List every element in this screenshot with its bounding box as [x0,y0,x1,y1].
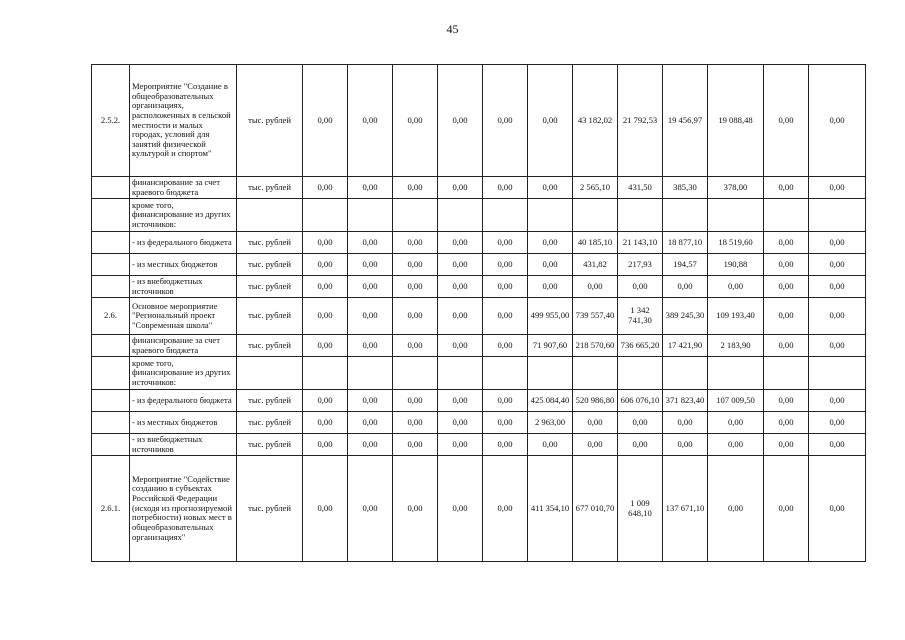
value-cell: 0,00 [618,412,663,434]
row-number: 2.6.1. [92,456,130,562]
value-cell [438,357,483,390]
value-cell: 0,00 [483,434,528,456]
value-cell: 0,00 [393,412,438,434]
value-cell: 0,00 [393,232,438,254]
row-unit: тыс. рублей [237,232,303,254]
row-name: - из федерального бюджета [130,232,237,254]
row-number [92,232,130,254]
row-unit: тыс. рублей [237,412,303,434]
row-number [92,177,130,199]
row-unit [237,199,303,232]
value-cell: 21 792,53 [618,65,663,177]
value-cell: 0,00 [483,298,528,335]
value-cell: 0,00 [764,232,809,254]
row-name: - из местных бюджетов [130,412,237,434]
value-cell: 0,00 [618,276,663,298]
table-row [92,276,866,298]
row-unit: тыс. рублей [237,298,303,335]
value-cell: 18 877,10 [663,232,708,254]
value-cell: 2 963,00 [528,412,573,434]
value-cell: 0,00 [438,335,483,357]
value-cell: 71 907,60 [528,335,573,357]
value-cell: 425 084,40 [528,390,573,412]
table-row [92,434,866,456]
value-cell [573,357,618,390]
value-cell: 2 183,90 [708,335,764,357]
value-cell [618,199,663,232]
row-number [92,390,130,412]
value-cell: 1 342 741,30 [618,298,663,335]
value-cell: 0,00 [348,412,393,434]
value-cell [764,199,809,232]
value-cell: 0,00 [663,276,708,298]
value-cell: 0,00 [764,434,809,456]
value-cell: 385,30 [663,177,708,199]
value-cell [393,357,438,390]
value-cell [809,357,866,390]
value-cell [528,357,573,390]
value-cell: 0,00 [393,298,438,335]
row-name: - из местных бюджетов [130,254,237,276]
value-cell: 21 143,10 [618,232,663,254]
value-cell: 0,00 [303,276,348,298]
value-cell: 43 182,02 [573,65,618,177]
value-cell: 0,00 [528,177,573,199]
value-cell [708,199,764,232]
value-cell: 0,00 [809,276,866,298]
row-number [92,357,130,390]
table-row [92,232,866,254]
value-cell: 0,00 [483,232,528,254]
row-name: кроме того, финансирование из других источников: [130,199,237,232]
budget-table [91,64,866,562]
value-cell: 0,00 [483,254,528,276]
value-cell: 0,00 [303,232,348,254]
value-cell: 19 088,48 [708,65,764,177]
value-cell: 0,00 [809,412,866,434]
value-cell: 137 671,10 [663,456,708,562]
value-cell: 0,00 [303,390,348,412]
value-cell: 378,00 [708,177,764,199]
table-row [92,65,866,177]
value-cell: 0,00 [764,276,809,298]
value-cell: 0,00 [809,390,866,412]
table-row [92,412,866,434]
value-cell: 0,00 [438,254,483,276]
value-cell: 0,00 [528,254,573,276]
value-cell: 17 421,90 [663,335,708,357]
value-cell: 431,50 [618,177,663,199]
value-cell: 0,00 [573,276,618,298]
value-cell: 109 193,40 [708,298,764,335]
value-cell: 2 565,10 [573,177,618,199]
value-cell [618,357,663,390]
value-cell: 0,00 [348,298,393,335]
value-cell: 0,00 [764,177,809,199]
value-cell: 0,00 [438,65,483,177]
value-cell: 0,00 [528,276,573,298]
value-cell: 0,00 [303,456,348,562]
row-name: кроме того, финансирование из других источников: [130,357,237,390]
value-cell: 389 245,30 [663,298,708,335]
value-cell: 0,00 [483,276,528,298]
row-number [92,412,130,434]
value-cell: 0,00 [393,434,438,456]
value-cell: 0,00 [809,434,866,456]
value-cell: 0,00 [438,412,483,434]
value-cell: 0,00 [438,456,483,562]
value-cell: 520 986,80 [573,390,618,412]
value-cell: 0,00 [809,298,866,335]
value-cell: 0,00 [348,65,393,177]
value-cell [663,357,708,390]
value-cell: 0,00 [663,434,708,456]
value-cell: 0,00 [483,390,528,412]
value-cell: 0,00 [483,412,528,434]
value-cell [483,357,528,390]
value-cell: 190,88 [708,254,764,276]
value-cell: 0,00 [303,298,348,335]
value-cell: 0,00 [809,335,866,357]
row-name: финансирование за счет краевого бюджета [130,177,237,199]
value-cell: 0,00 [528,232,573,254]
row-unit: тыс. рублей [237,456,303,562]
value-cell: 0,00 [393,177,438,199]
row-unit: тыс. рублей [237,276,303,298]
value-cell: 0,00 [438,177,483,199]
value-cell: 0,00 [438,434,483,456]
value-cell: 0,00 [348,177,393,199]
row-name: - из внебюджетных источников [130,434,237,456]
table-row [92,335,866,357]
value-cell: 0,00 [348,434,393,456]
value-cell: 0,00 [809,456,866,562]
row-name: - из федерального бюджета [130,390,237,412]
value-cell: 0,00 [438,390,483,412]
row-unit: тыс. рублей [237,335,303,357]
value-cell [348,199,393,232]
value-cell: 0,00 [528,434,573,456]
value-cell: 0,00 [438,276,483,298]
value-cell: 0,00 [393,276,438,298]
value-cell: 0,00 [663,412,708,434]
value-cell: 371 823,40 [663,390,708,412]
value-cell: 0,00 [393,390,438,412]
value-cell: 0,00 [438,232,483,254]
value-cell: 431,82 [573,254,618,276]
table-row [92,177,866,199]
table-row [92,254,866,276]
row-number [92,199,130,232]
value-cell [809,199,866,232]
value-cell [764,357,809,390]
value-cell: 0,00 [348,456,393,562]
row-unit: тыс. рублей [237,177,303,199]
table-row [92,199,866,232]
value-cell: 0,00 [708,456,764,562]
value-cell: 411 354,10 [528,456,573,562]
table-row [92,298,866,335]
value-cell: 0,00 [393,456,438,562]
value-cell: 0,00 [348,254,393,276]
value-cell: 0,00 [573,434,618,456]
value-cell: 0,00 [618,434,663,456]
row-number [92,276,130,298]
value-cell: 18 519,60 [708,232,764,254]
value-cell: 0,00 [764,390,809,412]
value-cell: 0,00 [764,254,809,276]
value-cell: 107 009,50 [708,390,764,412]
row-name: Мероприятие "Создание в общеобразовательных организациях, расположенных в сельской местности и малых городах, условий для занятий физической культурой и спортом" [130,65,237,177]
value-cell: 0,00 [303,65,348,177]
value-cell: 0,00 [764,298,809,335]
row-number [92,335,130,357]
value-cell [528,199,573,232]
value-cell [708,357,764,390]
value-cell: 0,00 [393,254,438,276]
value-cell: 0,00 [708,276,764,298]
value-cell: 736 665,20 [618,335,663,357]
value-cell: 0,00 [348,232,393,254]
value-cell: 19 456,97 [663,65,708,177]
value-cell: 40 185,10 [573,232,618,254]
value-cell: 0,00 [483,177,528,199]
table-row [92,390,866,412]
value-cell: 0,00 [708,434,764,456]
value-cell: 0,00 [573,412,618,434]
value-cell: 677 010,70 [573,456,618,562]
value-cell: 739 557,40 [573,298,618,335]
value-cell: 0,00 [303,177,348,199]
value-cell: 0,00 [483,335,528,357]
value-cell [393,199,438,232]
value-cell [483,199,528,232]
value-cell: 0,00 [303,412,348,434]
value-cell: 0,00 [764,456,809,562]
value-cell: 0,00 [303,254,348,276]
value-cell: 218 570,60 [573,335,618,357]
value-cell: 0,00 [483,65,528,177]
row-number: 2.5.2. [92,65,130,177]
value-cell: 499 955,00 [528,298,573,335]
row-name: Основное мероприятие "Региональный проект "Современная школа" [130,298,237,335]
row-number [92,434,130,456]
row-number [92,254,130,276]
row-unit: тыс. рублей [237,65,303,177]
value-cell: 0,00 [348,335,393,357]
value-cell: 0,00 [809,177,866,199]
table-row [92,456,866,562]
value-cell [663,199,708,232]
page-number: 45 [446,22,459,36]
value-cell: 0,00 [348,276,393,298]
value-cell: 1 009 648,10 [618,456,663,562]
value-cell: 0,00 [809,232,866,254]
value-cell: 0,00 [393,335,438,357]
value-cell [303,357,348,390]
value-cell: 194,57 [663,254,708,276]
value-cell: 0,00 [809,65,866,177]
row-name: - из внебюджетных источников [130,276,237,298]
value-cell: 0,00 [483,456,528,562]
value-cell: 0,00 [528,65,573,177]
value-cell: 606 076,10 [618,390,663,412]
value-cell: 0,00 [764,335,809,357]
value-cell [573,199,618,232]
value-cell: 0,00 [303,335,348,357]
table-row [92,357,866,390]
value-cell: 0,00 [764,412,809,434]
value-cell: 0,00 [393,65,438,177]
row-name: финансирование за счет краевого бюджета [130,335,237,357]
value-cell: 0,00 [764,65,809,177]
row-name: Мероприятие "Содействие созданию в субъектах Российской Федерации (исходя из прогнозируемой потребности) новых мест в общеобразовательных организациях" [130,456,237,562]
value-cell: 0,00 [708,412,764,434]
value-cell: 217,93 [618,254,663,276]
row-number: 2.6. [92,298,130,335]
row-unit: тыс. рублей [237,434,303,456]
row-unit: тыс. рублей [237,254,303,276]
value-cell: 0,00 [809,254,866,276]
value-cell [303,199,348,232]
row-unit [237,357,303,390]
value-cell [438,199,483,232]
value-cell: 0,00 [348,390,393,412]
value-cell: 0,00 [303,434,348,456]
value-cell [348,357,393,390]
row-unit: тыс. рублей [237,390,303,412]
value-cell: 0,00 [438,298,483,335]
